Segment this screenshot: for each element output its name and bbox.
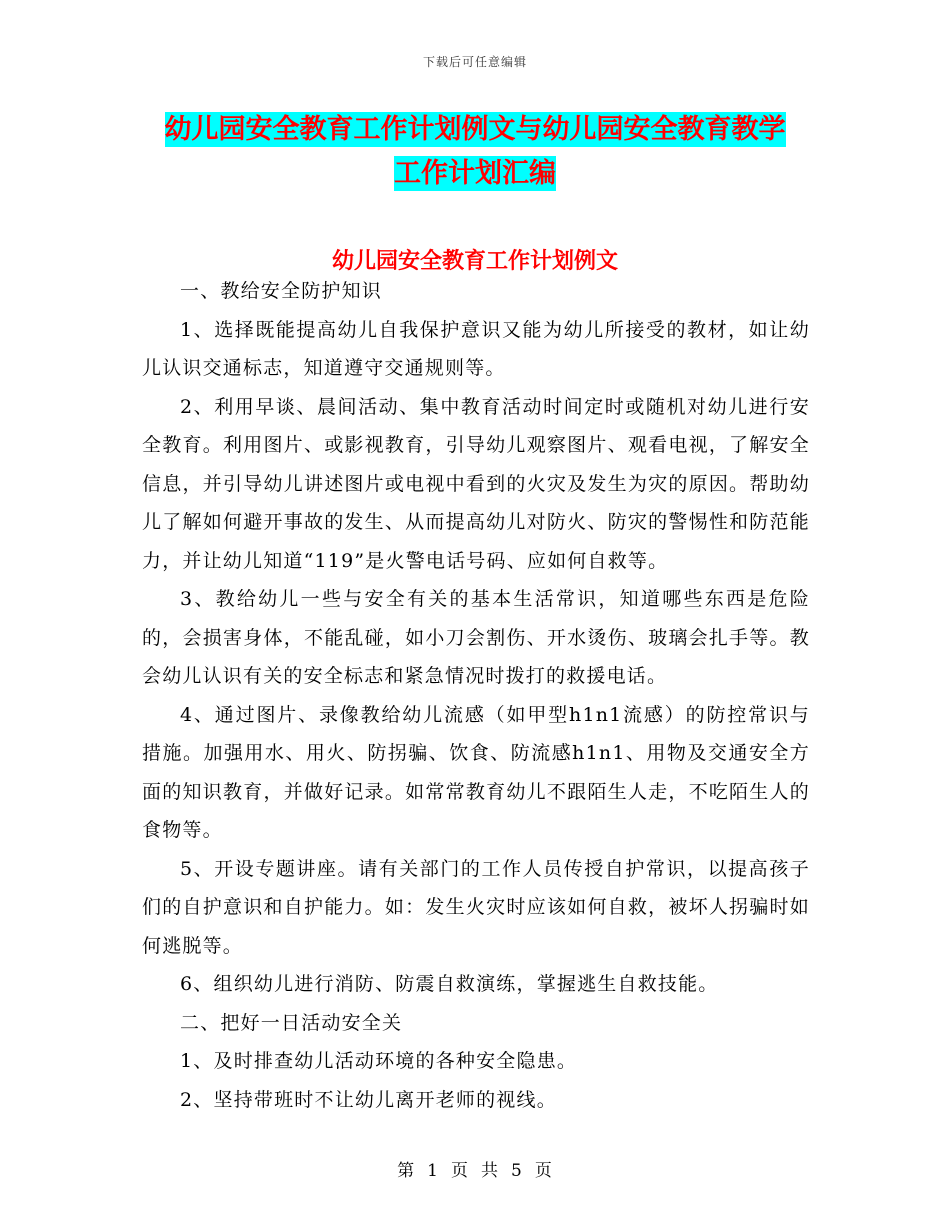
document-title-line-2: 工作计划汇编 [394, 158, 556, 189]
paragraph: 3、教给幼儿一些与安全有关的基本生活常识，知道哪些东西是危险的，会损害身体，不能乱碰，如小刀会割伤、开水烫伤、玻璃会扎手等。教会幼儿认识有关的安全标志和紧急情况时拨打的救援电话。 [142, 588, 810, 687]
page-label-mid2: 共 [481, 1161, 499, 1181]
page-current: 1 [427, 1161, 439, 1181]
paragraph: 5、开设专题讲座。请有关部门的工作人员传授自护常识，以提高孩子们的自护意识和自护能力。如：发生火灾时应该如何自救，被坏人拐骗时如何逃脱等。 [142, 857, 810, 957]
page-total: 5 [511, 1161, 523, 1181]
section-title: 幼儿园安全教育工作计划例文 [331, 249, 618, 274]
page-label-suffix: 页 [534, 1161, 553, 1181]
document-body [142, 272, 810, 1119]
paragraph: 二、把好一日活动安全关 [180, 1011, 403, 1034]
paragraph: 1、选择既能提高幼儿自我保护意识又能为幼儿所接受的教材，如让幼儿认识交通标志，知道遵守交通规则等。 [142, 318, 810, 379]
document-title-line-1: 幼儿园安全教育工作计划例文与幼儿园安全教育教学 [164, 114, 786, 145]
page-label-mid1: 页 [451, 1161, 469, 1181]
paragraph: 6、组织幼儿进行消防、防震自救演练，掌握逃生自救技能。 [180, 973, 719, 995]
page-label-prefix: 第 [397, 1161, 416, 1181]
paragraph: 4、通过图片、录像教给幼儿流感（如甲型h1n1流感）的防控常识与措施。加强用水、用火、防拐骗、饮食、防流感h1n1、用物及交通安全方面的知识教育，并做好记录。如常常教育幼儿不跟陌生人走，不吃陌生人的食物等。 [142, 703, 810, 841]
document-title [140, 108, 810, 196]
paragraph: 一、教给安全防护知识 [180, 280, 383, 302]
page-footer [0, 1156, 950, 1181]
paragraph: 2、利用早谈、晨间活动、集中教育活动时间定时或随机对幼儿进行安全教育。利用图片、或影视教育，引导幼儿观察图片、观看电视，了解安全信息，并引导幼儿讲述图片或电视中看到的火灾及发生为灾的原因。帮助幼儿了解如何避开事故的发生、从而提高幼儿对防火、防灾的警惕性和防范能力，并让幼儿知道“119”是火警电话号码、应如何自救等。 [142, 395, 810, 572]
paragraph: 1、及时排查幼儿活动环境的各种安全隐患。 [180, 1050, 578, 1072]
paragraph: 2、坚持带班时不让幼儿离开老师的视线。 [180, 1088, 557, 1111]
header-note: 下载后可任意编辑 [422, 55, 527, 69]
